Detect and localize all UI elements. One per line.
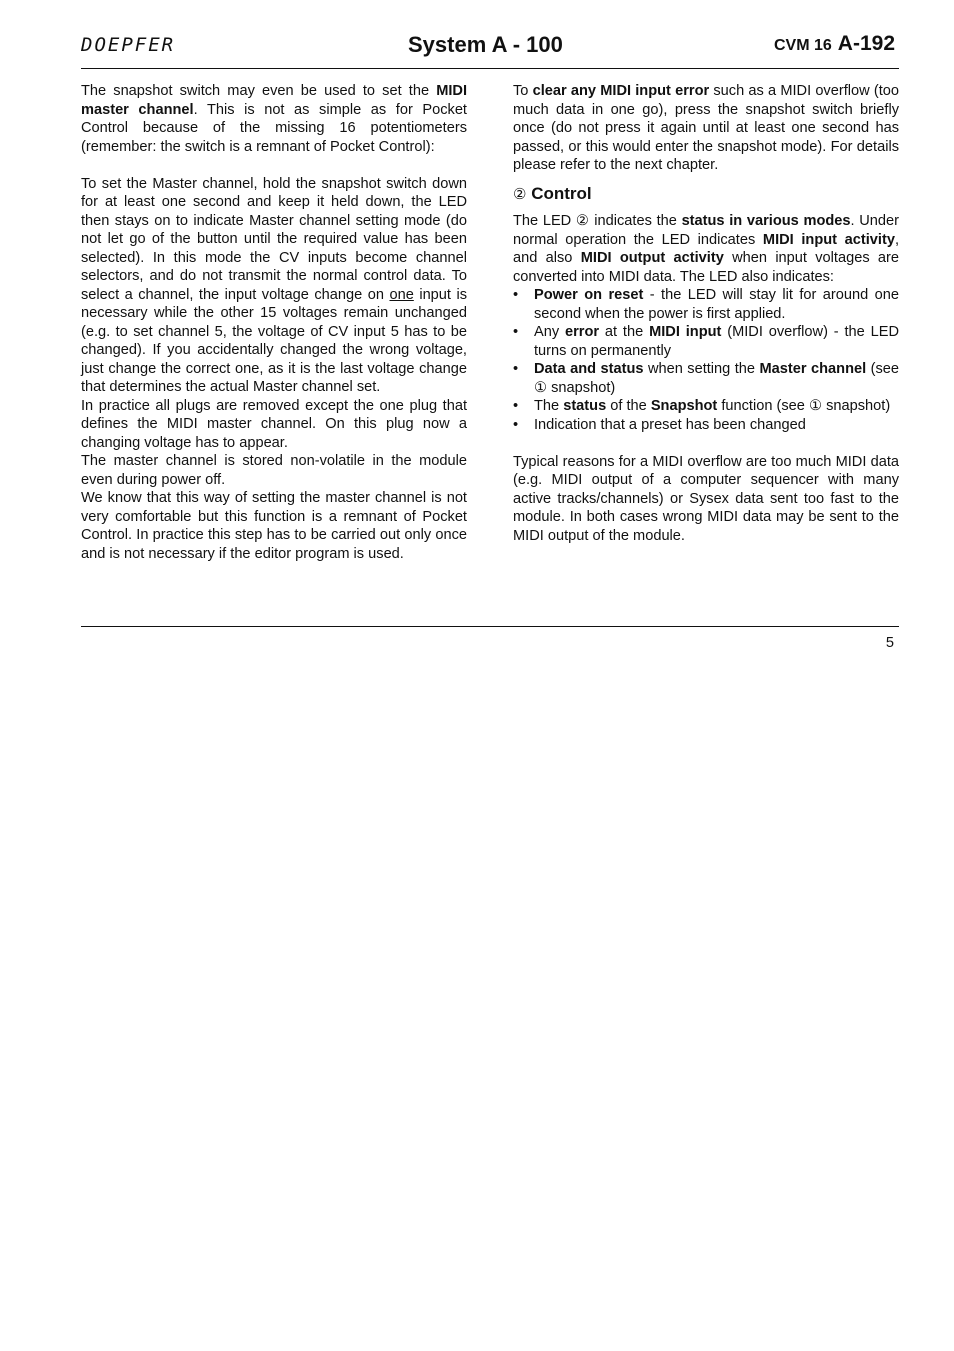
bold-text: Data and status <box>534 361 644 377</box>
bold-text: MIDI master channel <box>81 83 467 118</box>
bold-text: status <box>563 398 607 414</box>
text-run: , and also <box>513 231 899 266</box>
text-run: The snapshot switch may even be used to set the <box>81 83 437 99</box>
text-run: (see ① snapshot) <box>534 361 900 396</box>
bold-text: MIDI input activity <box>762 231 895 248</box>
page-header <box>81 28 899 69</box>
module-short-name: CVM 16 <box>774 37 832 54</box>
paragraph-clear-midi-error <box>513 82 899 175</box>
text-run: - the LED will stay lit for around one second when the power is first applied. <box>534 287 899 322</box>
circled-number-2: ② <box>513 185 527 203</box>
bullet-icon: • <box>513 324 519 340</box>
text-run: . Under normal operation the LED indicates <box>513 213 900 248</box>
text-run: (MIDI overflow) - the LED turns on permanently <box>534 324 900 359</box>
bullet-icon: • <box>513 287 519 303</box>
text-run: To set the Master channel, hold the snapshot switch down for at least one second and keep it held down, the LED then stays on to indicate Master channel setting mode (do not let go of the button until the required value has been selected). In this mode the CV inputs become channel selectors, and do not transmit the normal control data. To select a channel, the input voltage change on <box>81 175 467 303</box>
led-indication-list <box>513 286 899 434</box>
left-column <box>81 82 467 563</box>
text-run: The LED ② indicates the <box>513 213 682 229</box>
paragraph-master-channel-intro <box>81 82 467 156</box>
list-item <box>513 323 899 360</box>
doepfer-logo: DOEPFER <box>81 34 176 56</box>
list-item <box>513 416 899 435</box>
bold-text: status in various modes <box>681 213 851 229</box>
text-run: . This is not as simple as for Pocket Control because of the missing 16 potentiometers (remember: the switch is a remnant of Pocket Control): <box>81 101 467 155</box>
text-run: such as a MIDI overflow (too much data in one go), press the snapshot switch briefly once (do not press it again until at least one second has passed, or this would enter the snapshot mode). For details please refer to the next chapter. <box>513 83 900 173</box>
bold-text: MIDI input <box>649 324 722 340</box>
text-run: at the <box>599 324 650 340</box>
right-column <box>513 82 899 545</box>
bold-text: Power on reset <box>534 287 644 303</box>
paragraph-set-master-channel <box>81 175 467 397</box>
list-item <box>513 397 899 416</box>
paragraph-led-status <box>513 212 899 286</box>
bold-text: clear any MIDI input error <box>532 83 710 99</box>
text-run: when input voltages are converted into MIDI data. The LED also indicates: <box>513 250 900 285</box>
footer-divider <box>81 626 899 627</box>
paragraph-overflow-reasons: Typical reasons for a MIDI overflow are too much MIDI data (e.g. MIDI output of a computer sequencer with many active tracks/channels) or Sysex data sent too fast to the module. In both cases wrong MIDI data may be sent to the MIDI output of the module. <box>513 453 899 544</box>
section-title: Control <box>531 183 592 203</box>
page-number: 5 <box>885 635 894 651</box>
bullet-icon: • <box>513 416 519 433</box>
text-run: input is necessary while the other 15 voltages remain unchanged (e.g. to set channel 5, the voltage of CV input 5 has to be changed). If you accidentally changed the wrong voltage, just change the correct one, as it is the last voltage change that determines the actual Master channel set. <box>81 286 467 395</box>
text-run: Any <box>534 324 565 340</box>
underlined-text: one <box>389 286 414 303</box>
text-run: Indication that a preset has been changed <box>534 416 806 433</box>
text-run: To <box>513 83 533 99</box>
text-run: when setting the <box>643 361 760 377</box>
bold-text: Snapshot <box>650 398 718 414</box>
section-heading-control <box>513 185 899 205</box>
text-run: of the <box>606 398 651 414</box>
bullet-icon: • <box>513 361 519 377</box>
bullet-icon: • <box>513 398 519 414</box>
bold-text: MIDI output activity <box>580 250 724 266</box>
text-run: function (see ① snapshot) <box>717 398 891 414</box>
bold-text: Master channel <box>759 361 867 377</box>
paragraph-practice: In practice all plugs are removed except the one plug that defines the MIDI master channel. On this plug now a changing voltage has to appear. <box>81 397 467 451</box>
bold-text: error <box>565 324 600 340</box>
list-item <box>513 286 899 323</box>
list-item <box>513 360 899 397</box>
module-id <box>774 32 895 56</box>
paragraph-remnant: We know that this way of setting the master channel is not very comfortable but this function is a remnant of Pocket Control. In practice this step has to be carried out only once and is not necessary if the editor program is used. <box>81 490 467 562</box>
module-code: A-192 <box>837 32 895 55</box>
system-title: System A - 100 <box>408 32 563 57</box>
text-run: The <box>534 398 564 414</box>
paragraph-non-volatile: The master channel is stored non-volatile in the module even during power off. <box>81 453 467 488</box>
